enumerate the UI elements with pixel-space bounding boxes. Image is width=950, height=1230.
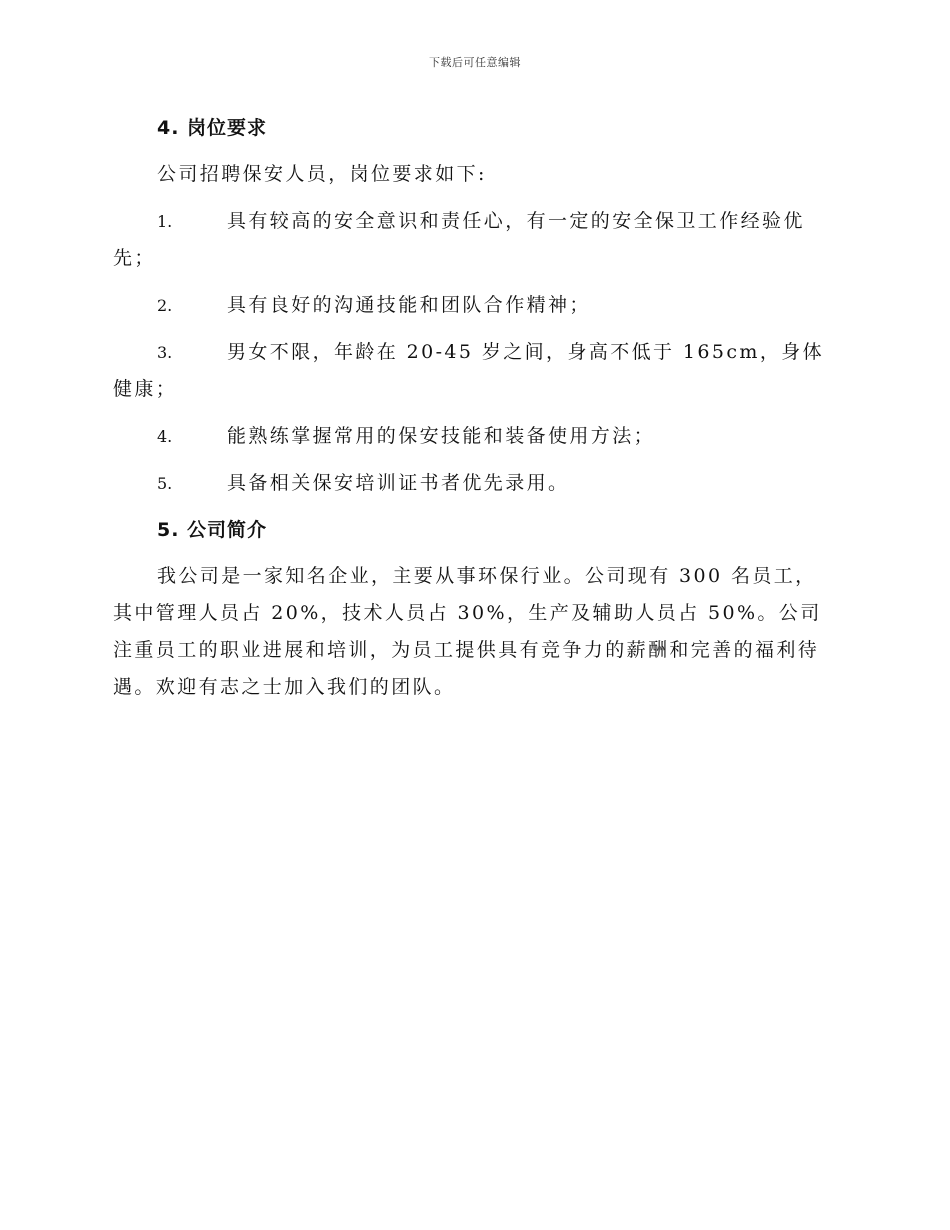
requirement-item-3 — [113, 334, 833, 408]
company-intro-paragraph: 我公司是一家知名企业，主要从事环保行业。公司现有 300 名员工，其中管理人员占 20%，技术人员占 30%，生产及辅助人员占 50%。公司注重员工的职业进展和培训，为员工提供具有竞争力的薪酬和完善的福利待遇。欢迎有志之士加入我们的团队。 — [113, 565, 822, 698]
requirement-item-2 — [113, 287, 833, 324]
requirement-item-5 — [113, 465, 833, 502]
list-item-text: 具有较高的安全意识和责任心，有一定的安全保卫工作经验优先； — [113, 210, 805, 269]
list-item-text: 能熟练掌握常用的保安技能和装备使用方法； — [227, 425, 656, 447]
section-4-heading: 4. 岗位要求 — [157, 117, 268, 139]
section-4-intro: 公司招聘保安人员，岗位要求如下: — [157, 163, 487, 185]
list-item-text: 具备相关保安培训证书者优先录用。 — [227, 472, 570, 494]
requirement-item-1 — [113, 203, 833, 277]
list-number: 4. — [157, 427, 173, 446]
page-header: 下载后可任意编辑 — [429, 56, 521, 69]
section-5-heading: 5. 公司简介 — [157, 519, 268, 541]
list-number: 3. — [157, 343, 173, 362]
list-number: 1. — [157, 212, 173, 231]
list-item-text: 男女不限，年龄在 20-45 岁之间，身高不低于 165cm，身体健康； — [113, 341, 825, 400]
list-number: 2. — [157, 296, 173, 315]
list-number: 5. — [157, 474, 173, 493]
requirement-item-4 — [113, 418, 833, 455]
list-item-text: 具有良好的沟通技能和团队合作精神； — [227, 294, 591, 316]
document-body — [113, 110, 833, 706]
